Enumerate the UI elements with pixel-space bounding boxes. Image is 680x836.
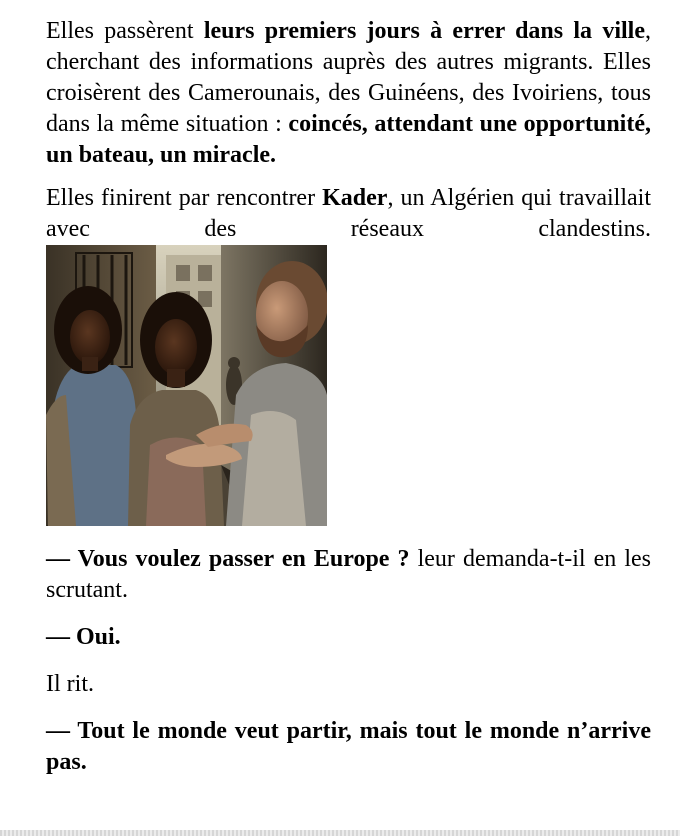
em-dash: — [46, 546, 78, 572]
bold-segment: Oui. [76, 624, 121, 650]
text-segment: Il rit. [46, 671, 94, 697]
bold-name-kader: Kader [322, 185, 388, 211]
document-page [46, 16, 651, 778]
dialogue-europe-question [46, 544, 651, 606]
paragraph-first-days [46, 16, 651, 171]
text-segment: Elles passèrent [46, 18, 204, 44]
em-dash: — [46, 624, 76, 650]
text-segment: , cherchant des informations auprès des autres migrants. Elles croisèrent des Camerounais, des Guinéens, des Ivoiriens, tous dans la même situation : [46, 18, 651, 137]
dialogue-tout-le-monde [46, 716, 651, 778]
bold-segment: — Tout le monde veut partir, mais tout le monde n’arrive pas. [46, 718, 651, 775]
bold-segment: coincés, attendant une opportunité, un bateau, un miracle. [46, 111, 651, 168]
narration-il-rit [46, 669, 651, 700]
text-segment: leur demanda-t-il en les scrutant. [46, 546, 651, 603]
paragraph-kader [46, 183, 651, 245]
dialogue-oui [46, 622, 651, 653]
page-bottom-edge [0, 830, 680, 836]
bold-segment: leurs premiers jours à errer dans la ville [203, 18, 645, 44]
illustration-photo [46, 245, 327, 526]
text-segment: Elles finirent par rencontrer [46, 185, 323, 211]
text-segment: , un Algérien qui travaillait avec des réseaux clandestins. [46, 185, 651, 242]
bold-segment: Vous voulez passer en Europe ? [77, 546, 410, 572]
